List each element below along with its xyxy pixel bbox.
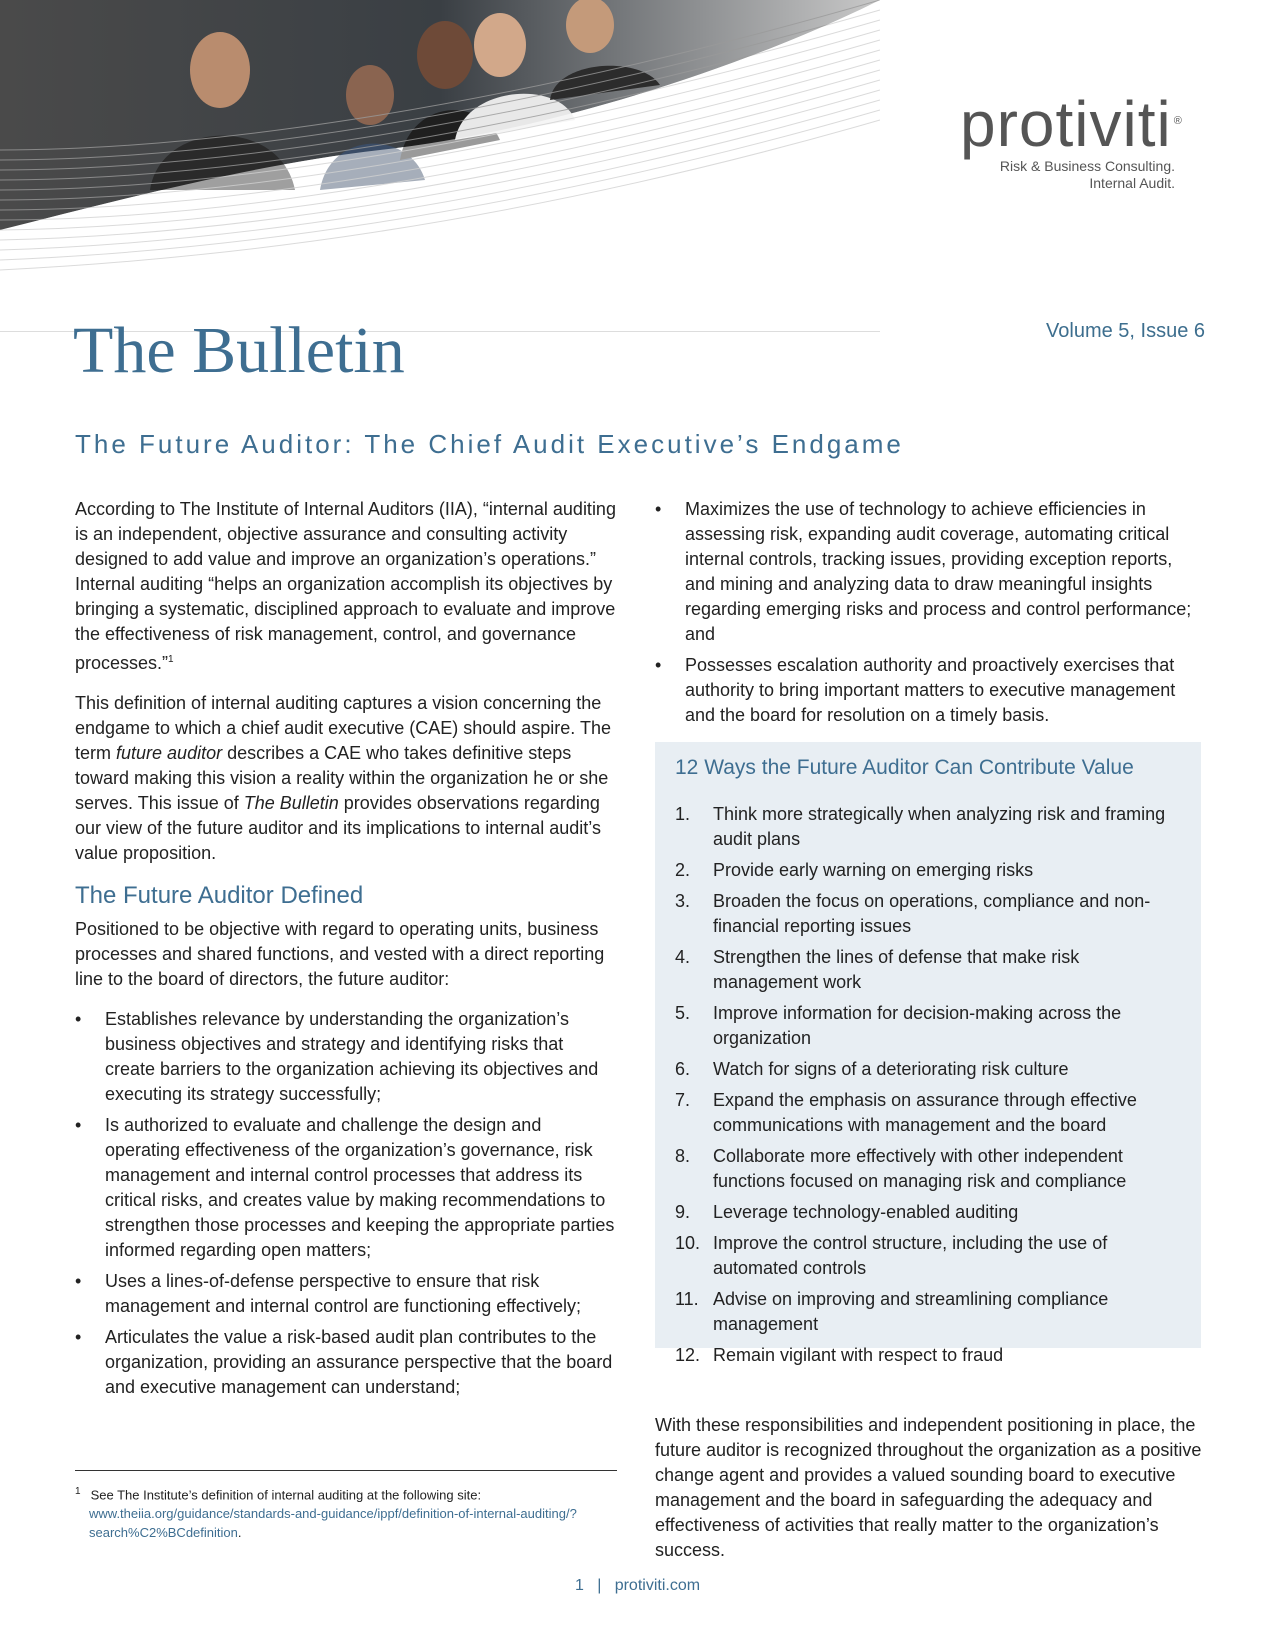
list-item: 4. Strengthen the lines of defense that make risk management work [675,947,1080,992]
page-title: The Bulletin [73,314,405,387]
list-item: 5. Improve information for decision-making across the organization [675,1003,1122,1048]
sidebar-title: 12 Ways the Future Auditor Can Contribute Value [675,756,1134,779]
list-item: 11. Advise on improving and streamlining compliance management [675,1289,1109,1334]
protiviti-logo [960,88,1230,192]
footnote: $^1$ See The Institute’s definition of internal auditing at the following site: www.theiia.org/guidance/standards-and-guidance/ippf/definition-of-internal-auditing/?search%C2%BCdefinition. [75,1486,577,1541]
list-item: • Maximizes the use of technology to achieve efficiencies in assessing risk, expanding audit coverage, automating critical internal controls, tracking issues, providing exception reports, and mining and analyzing data to draw meaningful insights regarding emerging risks and process and control performance; and [655,499,1192,644]
list-item: 12. Remain vigilant with respect to fraud [675,1345,1004,1365]
list-item: • Establishes relevance by understanding the organization’s business objectives and strategy and identifying risks that create barriers to the organization achieving its objectives and executing its strategy successfully; [75,1009,599,1104]
list-item: 1. Think more strategically when analyzing risk and framing audit plans [675,804,1166,849]
closing-paragraph: With these responsibilities and independent positioning in place, the future auditor is recognized throughout the organization as a positive change agent and provides a valued sounding board to executive management and the board in safeguarding the adequacy and effectiveness of activities that really matter to the organization’s success. [655,1415,1202,1560]
section-heading: The Future Auditor Defined [75,882,364,909]
left-column [75,497,617,1406]
footnote-reference[interactable]: 1 [168,654,174,665]
logo-tagline [960,158,1175,192]
definition-paragraph: This definition of internal auditing captures a vision concerning the endgame to which a chief audit executive (CAE) should aspire. The term future auditor describes a CAE who takes definitive steps toward making this vision a reality within the organization he or she serves. This issue of The Bulletin provides observations regarding our view of the future auditor and its implications to internal audit’s value proposition. [75,693,611,863]
hero-illustration [0,0,880,290]
footnote-divider [75,1470,617,1471]
footer-site-link[interactable]: protiviti.com [614,1577,701,1594]
logo-registered-mark: ® [1173,114,1183,127]
logo-tagline-line-1: Risk & Business Consulting. [999,158,1175,174]
page-number: 1 [574,1577,584,1594]
footnote-link[interactable]: www.theiia.org/guidance/standards-and-guidance/ippf/definition-of-internal-auditing/?search%C2%BCdefinition [89,1506,577,1541]
logo-tagline-line-2: Internal Audit. [1089,175,1175,191]
list-item: • Possesses escalation authority and proactively exercises that authority to bring important matters to executive management and the board for resolution on a timely basis. [655,655,1176,725]
list-item: 6. Watch for signs of a deteriorating risk culture [675,1059,1069,1079]
list-item: 7. Expand the emphasis on assurance through effective communications with management and the board [675,1090,1137,1135]
list-item: 9. Leverage technology-enabled auditing [675,1202,1019,1222]
list-item: • Uses a lines-of-defense perspective to ensure that risk management and internal control are functioning effectively; [75,1271,581,1316]
ways-sidebar [655,742,1201,1365]
article-subtitle: The Future Auditor: The Chief Audit Executive’s Endgame [75,429,904,459]
positioning-paragraph: Positioned to be objective with regard to operating units, business processes and shared functions, and vested with a direct reporting line to the board of directors, the future auditor: [75,919,605,989]
footer-separator: | [597,1577,602,1594]
list-item: 2. Provide early warning on emerging risks [675,860,1034,880]
page-footer [0,1577,1275,1595]
hero-photo [0,0,880,290]
volume-issue: Volume 5, Issue 6 [1046,320,1205,342]
list-item: 3. Broaden the focus on operations, compliance and non-financial reporting issues [675,891,1151,936]
future-auditor-bullets [75,1007,617,1400]
list-item: • Articulates the value a risk-based audit plan contributes to the organization, providing an assurance perspective that the board and executive management can understand; [75,1327,613,1397]
right-column [655,497,1202,734]
footnote-number: 1 [75,1486,81,1497]
list-item: • Is authorized to evaluate and challenge the design and operating effectiveness of the organization’s governance, risk management and internal control processes that address its critical risks, and creates value by making recommendations to strengthen those processes and keeping the appropriate parties informed regarding open matters; [75,1115,615,1260]
future-auditor-bullets-continued [655,497,1202,728]
ways-list [675,802,1185,1374]
logo-wordmark: protiviti [960,88,1172,160]
footnote-text: See The Institute’s definition of internal auditing at the following site: [90,1487,482,1503]
intro-paragraph: According to The Institute of Internal Auditors (IIA), “internal auditing is an independent, objective assurance and consulting activity designed to add value and improve an organization’s operations.” Internal auditing “helps an organization accomplish its objectives by bringing a systematic, disciplined approach to evaluate and improve the effectiveness of risk management, control, and governance processes.”$^1$ [75,499,616,673]
list-item: 10. Improve the control structure, including the use of automated controls [675,1233,1108,1278]
list-item: 8. Collaborate more effectively with other independent functions focused on managing risk and compliance [675,1146,1127,1191]
